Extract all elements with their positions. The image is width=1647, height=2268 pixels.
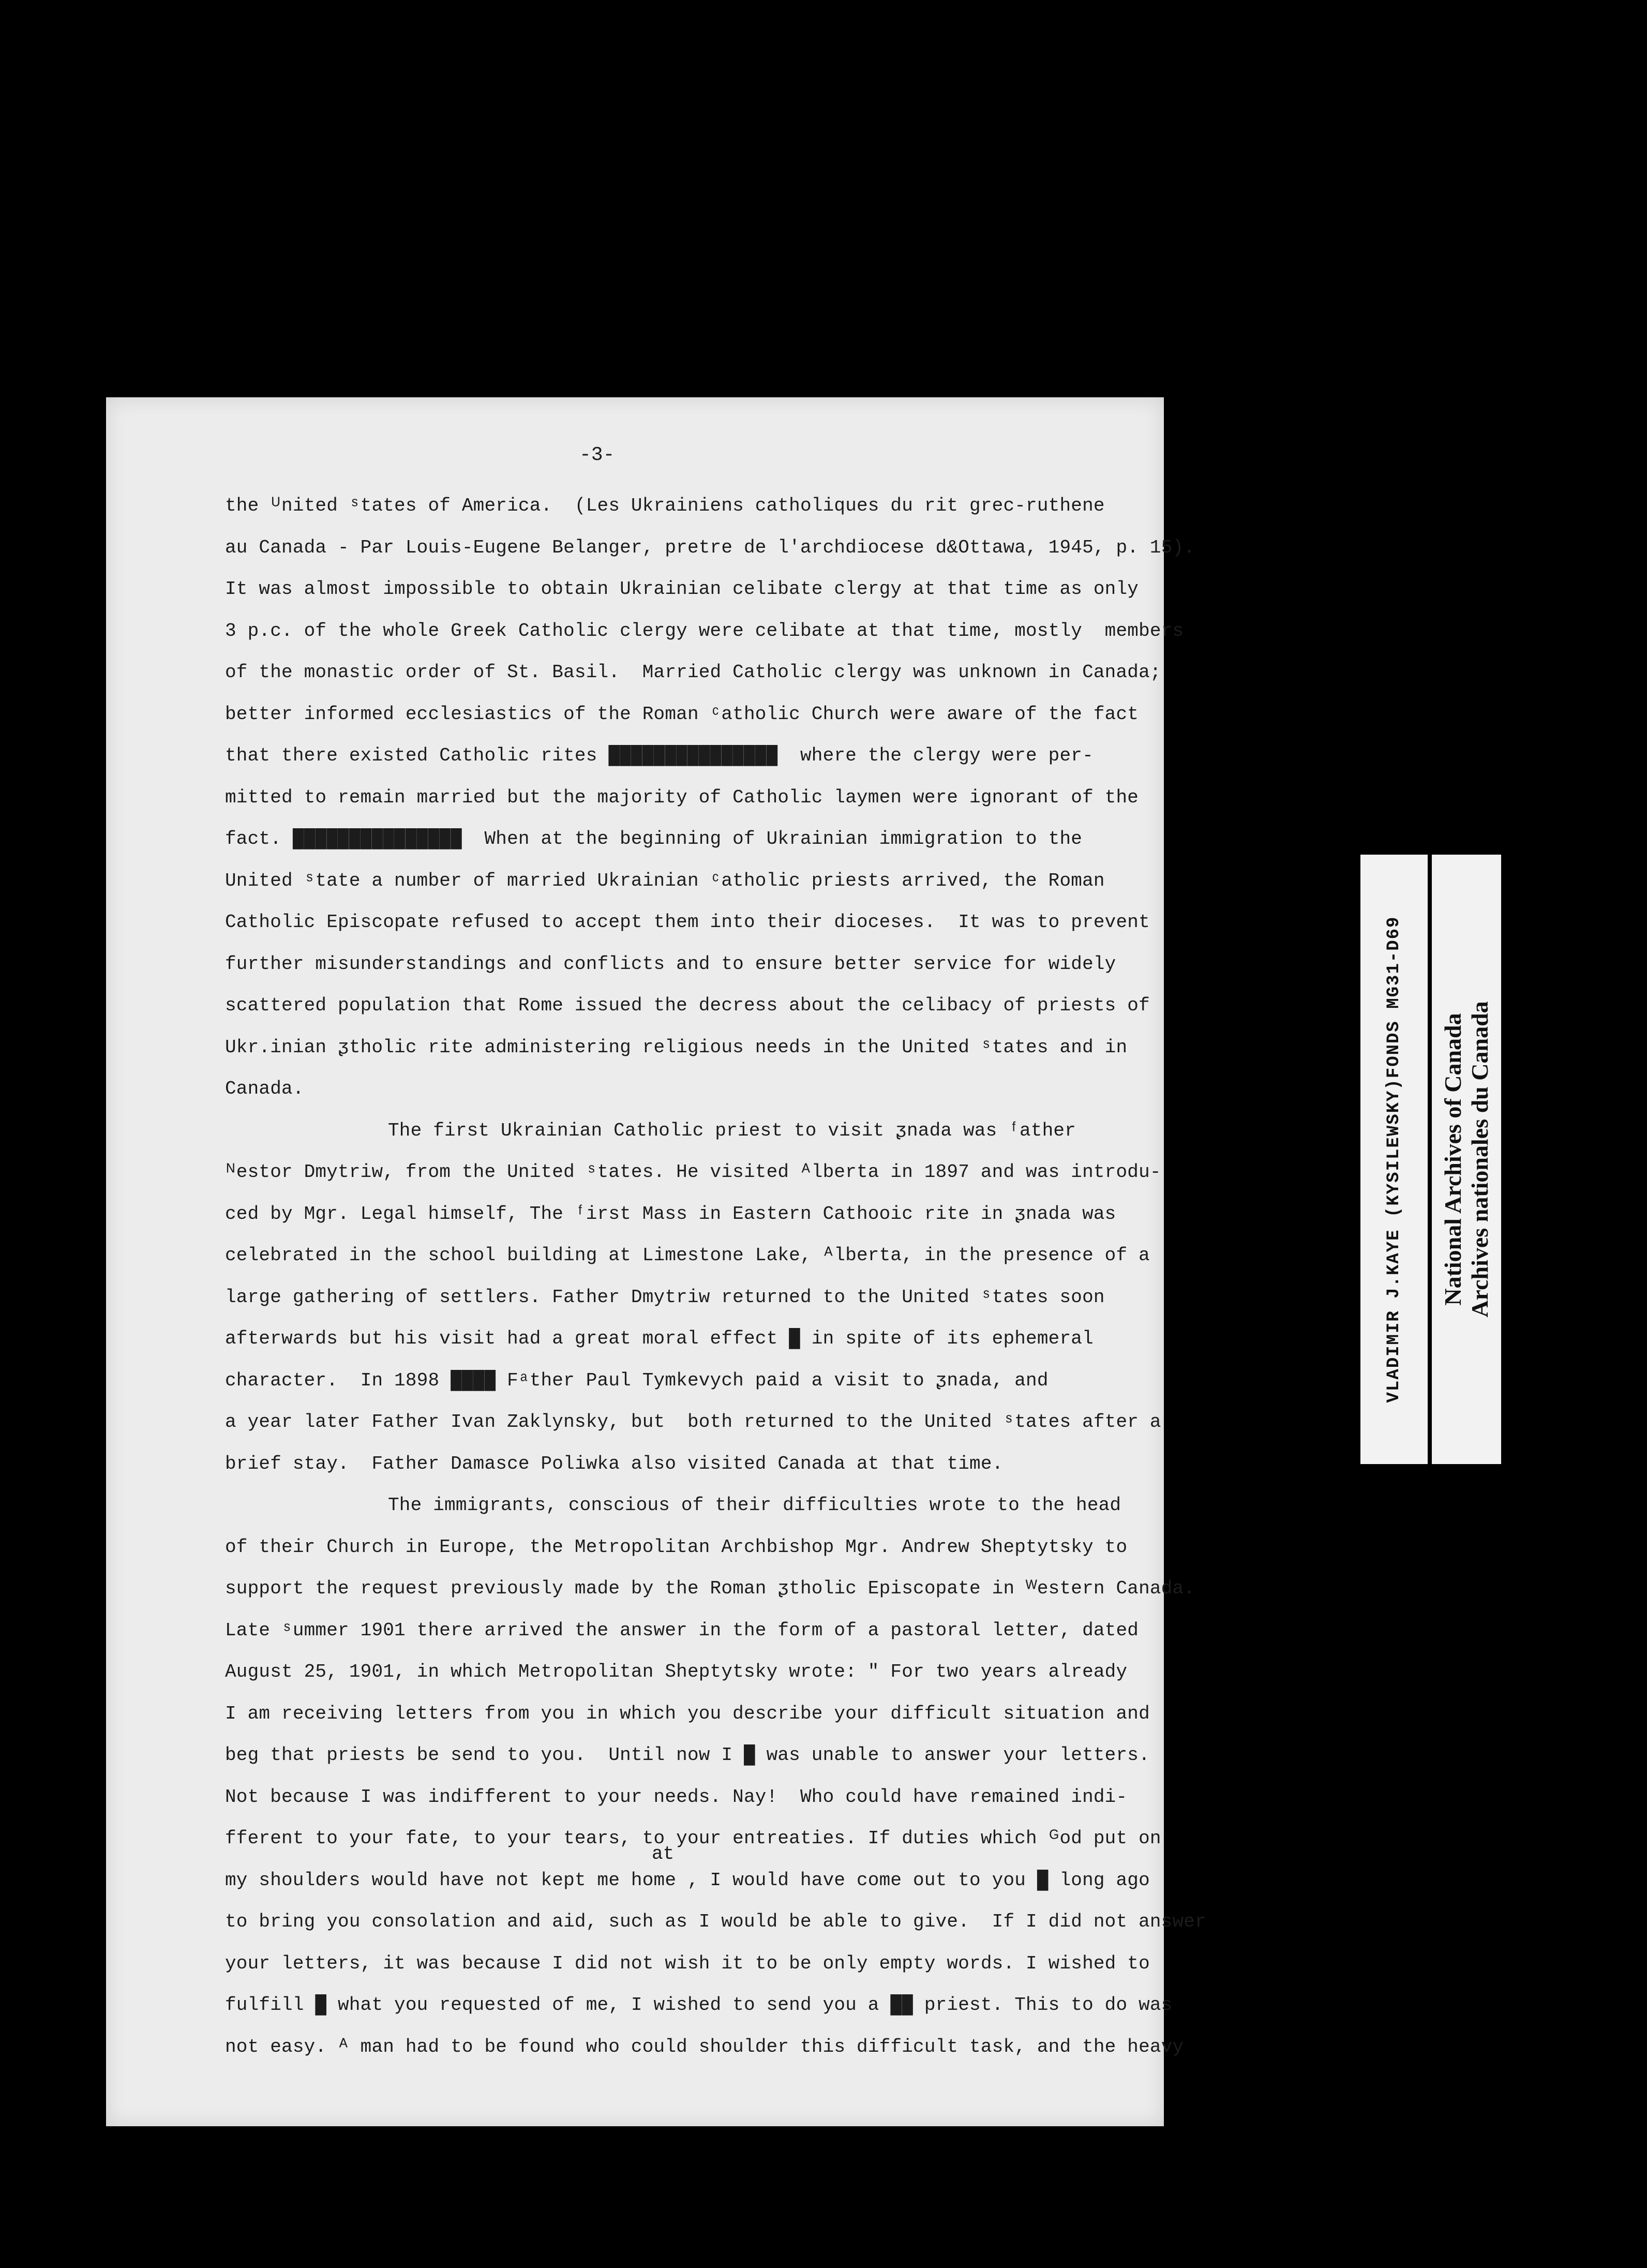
fonds-label-card — [1360, 855, 1428, 1464]
interlinear-insertion: at — [652, 1843, 675, 1864]
text-line: fferent to your fate, to your tears, to your entreaties. If duties which ᴳod put on — [225, 1828, 1161, 1849]
text-line: my shoulders would have not kept me home , I would have come out to you █ long ago — [225, 1869, 1150, 1891]
text-line: Late ˢummer 1901 there arrived the answer in the form of a pastoral letter, dated — [225, 1619, 1139, 1641]
text-line: your letters, it was because I did not wish it to be only empty words. I wished to — [225, 1952, 1150, 1974]
text-line: au Canada - Par Louis-Eugene Belanger, pretre de l'archdiocese d&Ottawa, 1945, p. 15). — [225, 536, 1195, 558]
fonds-label: VLADIMIR J.KAYE (KYSILEWSKY)FONDS MG31-D69 — [1384, 916, 1404, 1403]
text-line: fulfill █ what you requested of me, I wished to send you a ██ priest. This to do was — [225, 1994, 1173, 2016]
text-line: I am receiving letters from you in which you describe your difficult situation and — [225, 1703, 1150, 1724]
text-line: character. In 1898 ████ Fᵃther Paul Tymkevych paid a visit to ᶚnada, and — [225, 1369, 1049, 1391]
text-line: 3 p.c. of the whole Greek Catholic clergy were celibate at that time, mostly members — [225, 620, 1184, 641]
archives-label-card — [1432, 855, 1501, 1464]
text-line: not easy. ᴬ man had to be found who could shoulder this difficult task, and the heavy — [225, 2036, 1184, 2057]
document-page — [106, 397, 1206, 2126]
text-line: Ukr.inian ᶚtholic rite administering religious needs in the United ˢtates and in — [225, 1036, 1128, 1058]
text-line: United ˢtate a number of married Ukrainian ᶜatholic priests arrived, the Roman — [225, 870, 1105, 891]
page-number: -3- — [579, 444, 615, 466]
archives-label-fr: Archives nationales du Canada — [1466, 1001, 1493, 1318]
text-line: It was almost impossible to obtain Ukrainian celibate clergy at that time as only — [225, 578, 1139, 600]
text-line: Catholic Episcopate refused to accept them into their dioceses. It was to prevent — [225, 912, 1150, 933]
archives-label-en: National Archives of Canada — [1440, 1013, 1466, 1306]
text-line: support the request previously made by the Roman ᶚtholic Episcopate in ᵂestern Canada. — [225, 1578, 1195, 1599]
text-line: of the monastic order of St. Basil. Married Catholic clergy was unknown in Canada; — [225, 662, 1161, 683]
text-line: of their Church in Europe, the Metropolitan Archbishop Mgr. Andrew Sheptytsky to — [225, 1536, 1128, 1558]
text-line: fact. ███████████████ When at the beginning of Ukrainian immigration to the — [225, 828, 1083, 849]
text-line: further misunderstandings and conflicts and to ensure better service for widely — [225, 953, 1116, 975]
text-line: brief stay. Father Damasce Poliwka also visited Canada at that time. — [225, 1453, 1004, 1474]
text-line: mitted to remain married but the majority of Catholic laymen were ignorant of the — [225, 786, 1139, 808]
text-line: the ᵁnited ˢtates of America. (Les Ukrainiens catholiques du rit grec-ruthene — [225, 495, 1105, 516]
archives-label — [1440, 1001, 1493, 1317]
text-line: ᴺestor Dmytriw, from the United ˢtates. He visited ᴬlberta in 1897 and was introdu- — [225, 1161, 1161, 1183]
text-line: a year later Father Ivan Zaklynsky, but both returned to the United ˢtates after a — [225, 1411, 1161, 1433]
text-line: beg that priests be send to you. Until now I █ was unable to answer your letters. — [225, 1744, 1150, 1766]
text-line: celebrated in the school building at Limestone Lake, ᴬlberta, in the presence of a — [225, 1245, 1150, 1266]
typed-text-body — [225, 485, 1206, 2068]
text-line: Canada. — [225, 1078, 304, 1099]
text-line: to bring you consolation and aid, such as I would be able to give. If I did not answer — [225, 1911, 1206, 1932]
text-line: The first Ukrainian Catholic priest to visit ᶚnada was ᶠather — [388, 1120, 1076, 1141]
text-line: scattered population that Rome issued the decress about the celibacy of priests of — [225, 995, 1150, 1016]
text-line: that there existed Catholic rites ███████████████ where the clergy were per- — [225, 745, 1094, 766]
text-line: ced by Mgr. Legal himself, The ᶠirst Mass in Eastern Cathooic rite in ᶚnada was — [225, 1203, 1116, 1225]
text-line: afterwards but his visit had a great moral effect █ in spite of its ephemeral — [225, 1328, 1094, 1349]
text-line: The immigrants, conscious of their difficulties wrote to the head — [388, 1495, 1121, 1516]
text-line: better informed ecclesiastics of the Roman ᶜatholic Church were aware of the fact — [225, 703, 1139, 725]
text-line: large gathering of settlers. Father Dmytriw returned to the United ˢtates soon — [225, 1286, 1105, 1308]
text-line: Not because I was indifferent to your needs. Nay! Who could have remained indi- — [225, 1786, 1128, 1808]
text-line: August 25, 1901, in which Metropolitan Sheptytsky wrote: " For two years already — [225, 1661, 1128, 1682]
